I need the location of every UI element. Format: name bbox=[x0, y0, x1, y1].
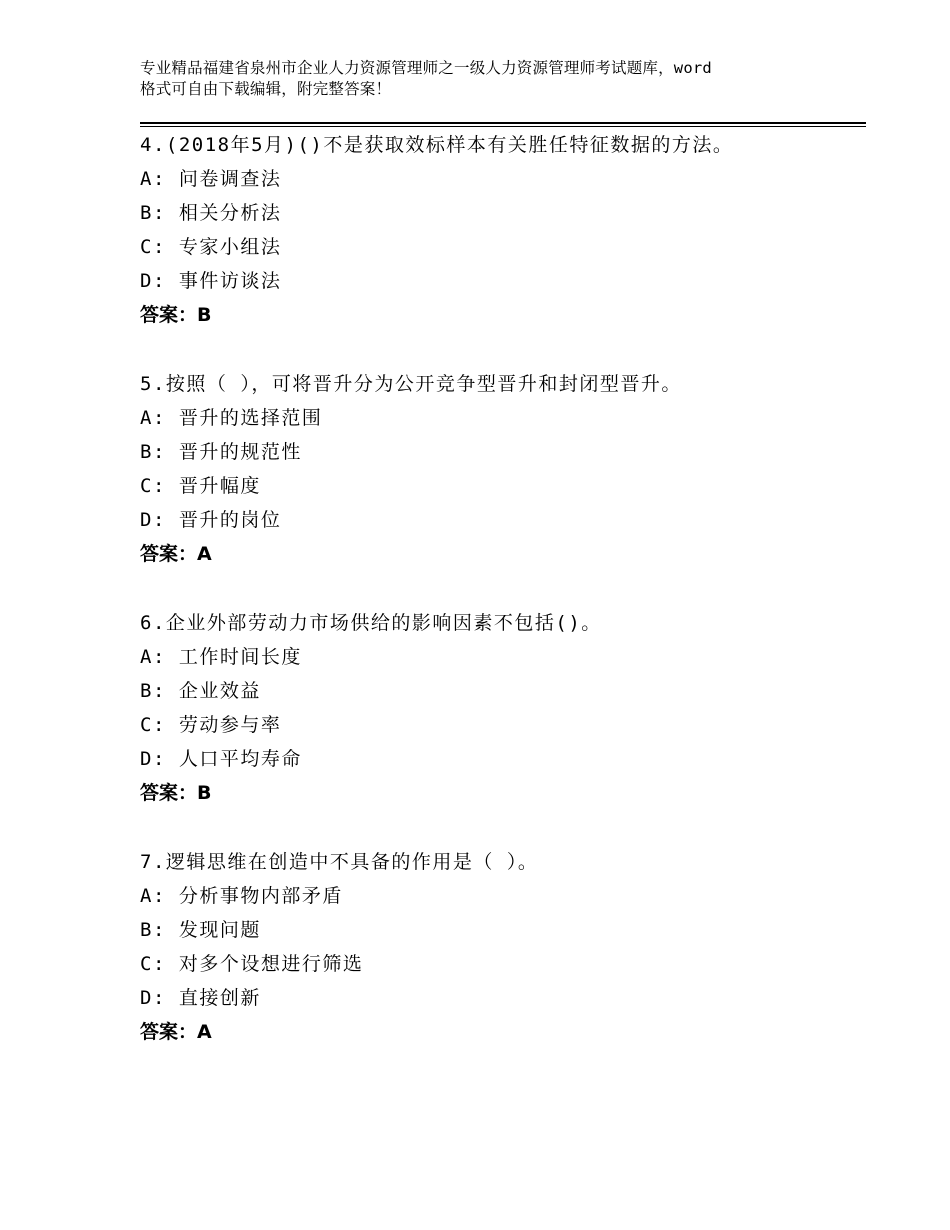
question-4 bbox=[140, 128, 860, 332]
question-list bbox=[140, 128, 860, 1084]
question-5 bbox=[140, 367, 860, 571]
option-c: C: 晋升幅度 bbox=[140, 475, 261, 497]
option-d: D: 直接创新 bbox=[140, 987, 261, 1009]
option-b: B: 晋升的规范性 bbox=[140, 441, 302, 463]
header-rule-thick bbox=[140, 122, 866, 124]
option-c: C: 劳动参与率 bbox=[140, 714, 282, 736]
question-stem: 4.(2018年5月)()不是获取效标样本有关胜任特征数据的方法。 bbox=[140, 134, 734, 156]
answer-line: 答案：B bbox=[140, 782, 212, 804]
option-a: A: 分析事物内部矛盾 bbox=[140, 885, 343, 907]
question-6 bbox=[140, 606, 860, 810]
header-line-1: 专业精品福建省泉州市企业人力资源管理师之一级人力资源管理师考试题库，word bbox=[140, 59, 712, 77]
question-7 bbox=[140, 845, 860, 1049]
answer-line: 答案：A bbox=[140, 1021, 212, 1043]
page-header bbox=[140, 58, 840, 100]
option-c: C: 对多个设想进行筛选 bbox=[140, 953, 364, 975]
header-line-2: 格式可自由下载编辑，附完整答案！ bbox=[140, 80, 392, 98]
header-rule-thin bbox=[140, 126, 866, 127]
question-stem: 5.按照（ ），可将晋升分为公开竞争型晋升和封闭型晋升。 bbox=[140, 373, 682, 395]
option-a: A: 晋升的选择范围 bbox=[140, 407, 323, 429]
answer-line: 答案：A bbox=[140, 543, 212, 565]
option-b: B: 相关分析法 bbox=[140, 202, 282, 224]
option-d: D: 人口平均寿命 bbox=[140, 748, 302, 770]
option-d: D: 事件访谈法 bbox=[140, 270, 282, 292]
option-d: D: 晋升的岗位 bbox=[140, 509, 282, 531]
option-a: A: 问卷调查法 bbox=[140, 168, 282, 190]
option-b: B: 企业效益 bbox=[140, 680, 261, 702]
answer-line: 答案：B bbox=[140, 304, 212, 326]
option-c: C: 专家小组法 bbox=[140, 236, 282, 258]
option-b: B: 发现问题 bbox=[140, 919, 261, 941]
question-stem: 6.企业外部劳动力市场供给的影响因素不包括()。 bbox=[140, 612, 602, 634]
question-stem: 7.逻辑思维在创造中不具备的作用是（ ）。 bbox=[140, 851, 539, 873]
option-a: A: 工作时间长度 bbox=[140, 646, 302, 668]
